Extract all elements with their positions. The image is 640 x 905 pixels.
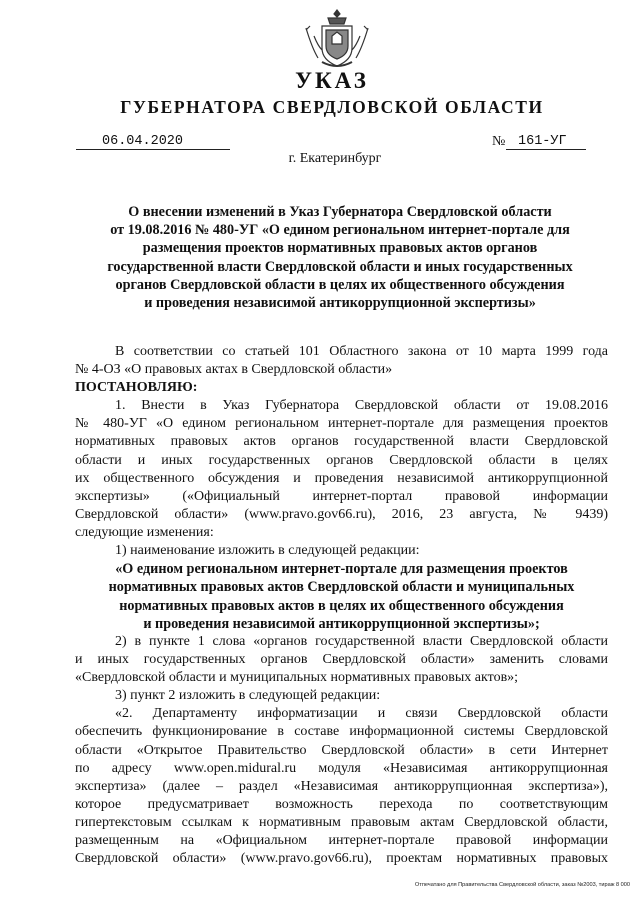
body-line: обеспечить функционирование в составе информационной системы Свердловской <box>75 724 608 740</box>
body-line: экспертизы» («Официальный интернет-портал правовой информации <box>75 488 608 504</box>
document-date: 06.04.2020 <box>102 134 184 149</box>
body-line: № 480-УГ «О едином региональном интернет-портале для размещения проектов <box>75 416 608 432</box>
item-3: 3) пункт 2 изложить в следующей редакции: <box>115 688 381 704</box>
body-line: 1. Внести в Указ Губернатора Свердловской области от 19.08.2016 <box>115 398 608 414</box>
body-line: В соответствии со статьей 101 Областного закона от 10 марта 1999 года <box>115 344 608 359</box>
document-subtitle: ГУБЕРНАТОРА СВЕРДЛОВСКОЙ ОБЛАСТИ <box>120 97 544 117</box>
body-line: 2) в пункте 1 слова «органов государственной власти Свердловской области <box>115 633 608 649</box>
item-1: 1) наименование изложить в следующей редакции: <box>115 543 420 559</box>
body-line: следующие изменения: <box>75 524 214 540</box>
body-line: гипертекстовым ссылкам к нормативным правовым актам Свердловской области, <box>75 814 608 830</box>
body-line: Свердловской области» (www.pravo.gov66.ru), проектам нормативных правовых <box>75 851 608 867</box>
body-line: «2. Департаменту информатизации и связи Свердловской области <box>115 706 608 722</box>
heading-line: органов Свердловской области в целях их общественного обсуждения <box>115 276 565 293</box>
heading-line: государственной власти Свердловской области и иных государственных <box>107 258 573 275</box>
heading-line: размещения проектов нормативных правовых актов органов <box>142 240 538 257</box>
body-line: и иных государственных органов Свердловской области» заменить словами <box>75 652 608 668</box>
document-number: 161-УГ <box>518 134 567 149</box>
body-line: экспертиза» (далее – раздел «Независимая антикоррупционная экспертиза»), <box>75 778 608 794</box>
date-underline <box>76 149 230 150</box>
body-line: Свердловской области» (www.pravo.gov66.ru), 2016, 23 августа, № 9439) <box>75 506 608 522</box>
body-line: их общественного обсуждения и проведения независимой антикоррупционной <box>75 470 608 486</box>
quote-line: «О едином региональном интернет-портале для размещения проектов <box>115 561 568 578</box>
quote-line: нормативных правовых актов Свердловской области и муниципальных <box>108 579 575 596</box>
resolve-word: ПОСТАНОВЛЯЮ: <box>75 380 198 396</box>
body-line: области «Открытое Правительство Свердловской области» в сети Интернет <box>75 742 608 758</box>
body-line: № 4-ОЗ «О правовых актах в Свердловской области» <box>75 362 393 378</box>
body-line: «Свердловской области и муниципальных нормативных правовых актов»; <box>75 670 519 686</box>
decree-body <box>75 343 608 868</box>
body-line: нормативных правовых актов органов государственной власти Свердловской <box>75 434 608 450</box>
quote-line: и проведения независимой антикоррупционной экспертизы»; <box>143 615 540 632</box>
body-line: по адресу www.open.midural.ru модуля «Независимая антикоррупционная <box>75 760 608 776</box>
number-underline <box>506 149 586 150</box>
print-footer: Отпечатано для Правительства Свердловской области, заказ №2003, тираж 8 000 <box>414 882 630 888</box>
decree-heading <box>70 203 610 312</box>
body-line: которое предусматривает возможность перехода по соответствующим <box>75 796 608 812</box>
heading-line: О внесении изменений в Указ Губернатора Свердловской области <box>128 204 552 220</box>
coat-of-arms-emblem <box>302 8 372 70</box>
body-line: размещенным на «Официальном интернет-портале правовой информации <box>75 832 608 848</box>
body-line: области и иных государственных органов Свердловской области в целях <box>75 452 608 468</box>
heading-line: от 19.08.2016 № 480-УГ «О едином региональном интернет-портале для <box>110 222 570 239</box>
city: г. Екатеринбург <box>288 151 382 166</box>
heading-line: и проведения независимой антикоррупционной экспертизы» <box>144 295 536 312</box>
document-title: УКАЗ <box>295 68 369 93</box>
quote-line: нормативных правовых актов в целях их общественного обсуждения <box>119 597 564 614</box>
number-sign: № <box>492 134 506 149</box>
